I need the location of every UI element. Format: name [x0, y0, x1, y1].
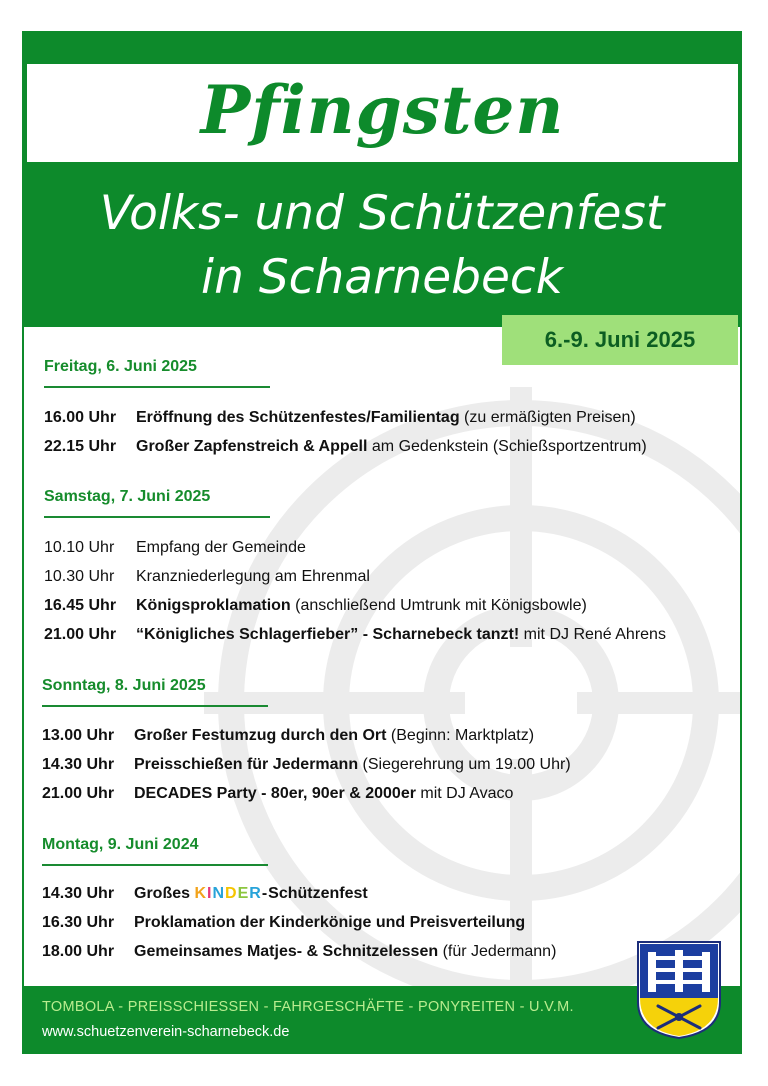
event-row — [44, 626, 666, 644]
event-title: Gemeinsames Matjes- & Schnitzelessen — [134, 943, 439, 960]
event-row — [42, 885, 368, 903]
event-title: Empfang der Gemeinde — [136, 539, 306, 556]
event-note: (Siegerehrung um 19.00 Uhr) — [358, 756, 571, 773]
website-link[interactable]: www.schuetzenverein-scharnebeck.de — [42, 1024, 290, 1040]
event-row — [42, 785, 513, 803]
event-note: (Beginn: Marktplatz) — [386, 727, 535, 744]
coat-of-arms-icon — [636, 940, 722, 1040]
event-title: Großer Festumzug durch den Ort — [134, 727, 387, 744]
event-note: am Gedenkstein (Schießsportzentrum) — [367, 438, 647, 455]
event-note: mit DJ René Ahrens — [519, 626, 666, 643]
subtitle-line-1: Volks- und Schützenfest — [99, 186, 665, 241]
event-row — [44, 539, 306, 557]
event-note: (anschließend Umtrunk mit Königsbowle) — [290, 597, 587, 614]
event-row — [42, 914, 525, 932]
day-divider — [44, 516, 270, 518]
event-note: (zu ermäßigten Preisen) — [459, 409, 636, 426]
day-divider — [42, 864, 268, 866]
event-title: Königsproklamation — [136, 597, 291, 614]
event-title-suffix: Schützenfest — [268, 885, 368, 902]
day-divider — [44, 386, 270, 388]
event-note: mit DJ Avaco — [415, 785, 514, 802]
day-heading-saturday: Samstag, 7. Juni 2025 — [44, 488, 211, 505]
event-title: Großer Zapfenstreich & Appell — [136, 438, 368, 455]
event-row — [42, 756, 571, 774]
event-time: 14.30 Uhr — [42, 756, 115, 773]
event-time: 21.00 Uhr — [42, 785, 115, 802]
event-title: Proklamation der Kinderkönige und Preisverteilung — [134, 914, 526, 931]
event-time: 16.45 Uhr — [44, 597, 117, 614]
day-heading-monday: Montag, 9. Juni 2024 — [42, 836, 199, 853]
event-row — [44, 438, 647, 456]
event-title: DECADES Party - 80er, 90er & 2000er — [134, 785, 416, 802]
event-row — [44, 409, 636, 427]
event-row — [44, 568, 370, 586]
event-time: 10.10 Uhr — [44, 539, 115, 556]
kinder-colored-word: KINDER- — [194, 885, 269, 902]
event-time: 16.30 Uhr — [42, 914, 115, 931]
event-title: Preisschießen für Jedermann — [134, 756, 359, 773]
event-note: (für Jedermann) — [438, 943, 557, 960]
event-subtitle — [24, 182, 740, 310]
event-time: 13.00 Uhr — [42, 727, 115, 744]
date-badge: 6.-9. Juni 2025 — [502, 315, 738, 365]
event-time: 16.00 Uhr — [44, 409, 117, 426]
event-time: 18.00 Uhr — [42, 943, 115, 960]
day-divider — [42, 705, 268, 707]
title-band — [27, 64, 738, 162]
event-title: “Königliches Schlagerfieber” - Scharnebeck tanzt! — [136, 626, 520, 643]
page-title: Pfingsten — [200, 71, 565, 149]
day-heading-friday: Freitag, 6. Juni 2025 — [44, 358, 197, 375]
event-time: 22.15 Uhr — [44, 438, 117, 455]
event-row — [44, 597, 587, 615]
event-row — [42, 943, 556, 961]
event-time: 14.30 Uhr — [42, 885, 115, 902]
attractions-list: TOMBOLA - PREISSCHIESSEN - FAHRGESCHÄFTE - PONYREITEN - U.V.M. — [42, 999, 574, 1015]
event-title: Kranzniederlegung am Ehrenmal — [136, 568, 370, 585]
subtitle-line-2: in Scharnebeck — [201, 250, 563, 305]
event-title: Eröffnung des Schützenfestes/Familientag — [136, 409, 460, 426]
day-heading-sunday: Sonntag, 8. Juni 2025 — [42, 677, 206, 694]
event-time: 10.30 Uhr — [44, 568, 115, 585]
event-row — [42, 727, 534, 745]
event-time: 21.00 Uhr — [44, 626, 117, 643]
event-title-prefix: Großes — [134, 885, 195, 902]
